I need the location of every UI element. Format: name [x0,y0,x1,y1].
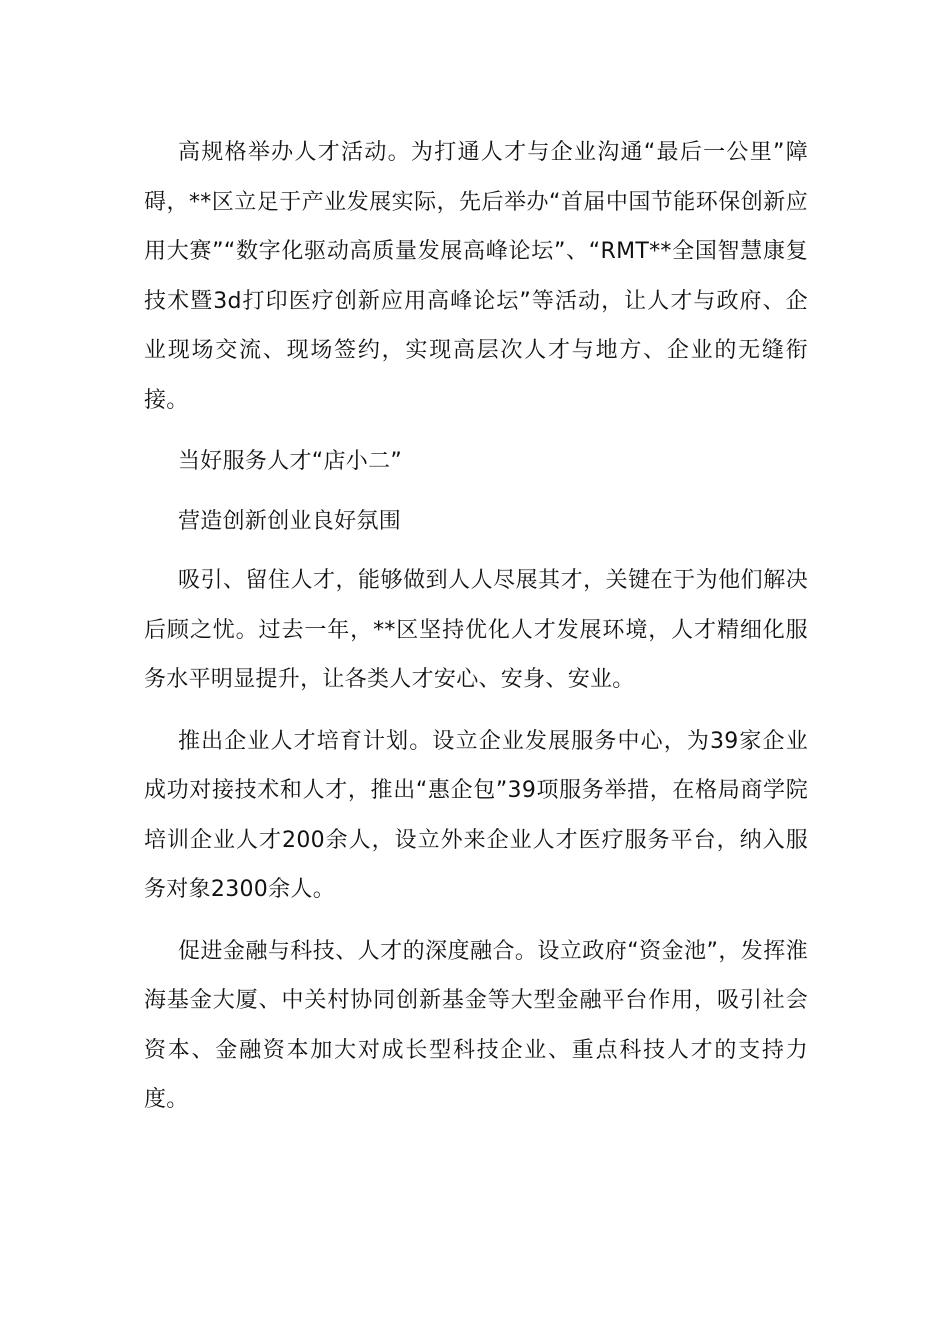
paragraph-finance-integration: 促进金融与科技、人才的深度融合。设立政府“资金池”，发挥淮海基金大厦、中关村协同创新基金等大型金融平台作用，吸引社会资本、金融资本加大对成长型科技企业、重点科技人才的支持力度。 [144,938,808,1112]
paragraph-retain-talent: 吸引、留住人才，能够做到人人尽展其才，关键在于为他们解决后顾之忧。过去一年，**区坚持优化人才发展环境，人才精细化服务水平明显提升，让各类人才安心、安身、安业。 [144,568,808,692]
paragraph-training-plan: 推出企业人才培育计划。设立企业发展服务中心，为39家企业成功对接技术和人才，推出“惠企包”39项服务举措，在格局商学院培训企业人才200余人，设立外来企业人才医疗服务平台，纳入服务对象2300余人。 [144,728,808,902]
section-heading-service: 当好服务人才“店小二” [178,449,403,474]
document-body [144,128,808,1137]
paragraph-talent-events: 高规格举办人才活动。为打通人才与企业沟通“最后一公里”障碍，**区立足于产业发展实际，先后举办“首届中国节能环保创新应用大赛”“数字化驱动高质量发展高峰论坛”、“RMT**全国智慧康复技术暨3d打印医疗创新应用高峰论坛”等活动，让人才与政府、企业现场交流、现场签约，实现高层次人才与地方、企业的无缝衔接。 [144,140,808,413]
section-heading-atmosphere: 营造创新创业良好氛围 [178,508,402,534]
